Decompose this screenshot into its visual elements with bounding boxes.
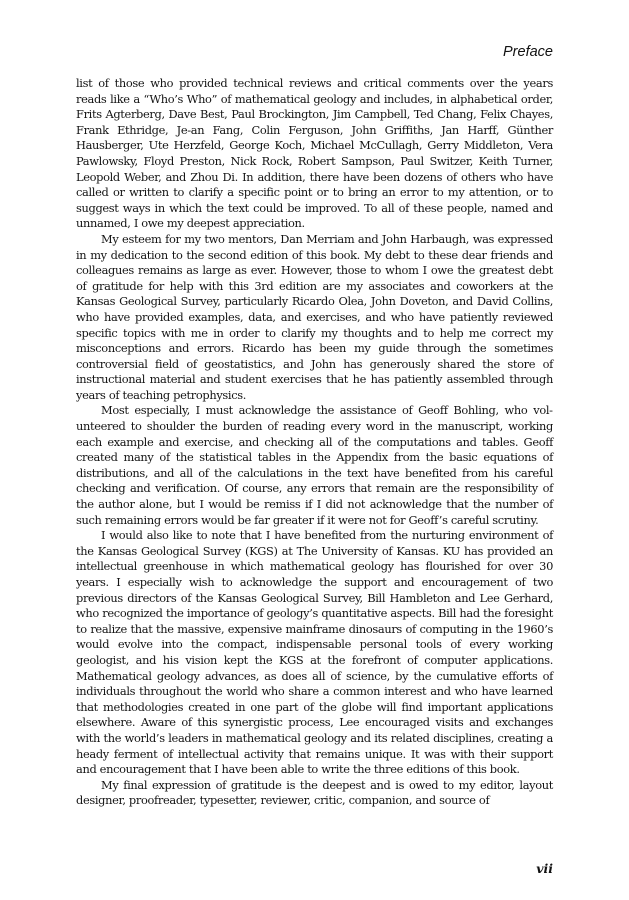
- paragraph-reviewers: list of those who provided technical reviews and critical comments over the years reads like a “Who’s Who” of mathematical geology and includes, in alphabetical order, Frits Agterberg, Dave Best, Paul Brockington, Jim Campbell, Ted Chang, Felix Chayes, Frank Ethridge, Je-an Fang, Colin Ferguson, John Griffiths, Jan Harff, Günther Hausberger, Ute Herzfeld, George Koch, Michael McCullagh, Gerry Middleton, Vera Pawlowsky, Floyd Preston, Nick Rock, Robert Sampson, Paul Switzer, Keith Turner, Leopold Weber, and Zhou Di. In addition, there have been dozens of others who have called or written to clarify a specific point or to bring an error to my attention, or to suggest ways in which the text could be improved. To all of these people, named and unnamed, I owe my deepest appreciation.: [76, 76, 553, 231]
- paragraph-mentors: My esteem for my two mentors, Dan Merriam and John Harbaugh, was expressed in my dedication to the second edition of this book. My debt to these dear friends and colleagues remains as large as ever. However, those to whom I owe the greatest debt of gratitude for help with this 3rd edition are my associates and coworkers at the Kansas Geological Survey, particularly Ricardo Olea, John Doveton, and David Collins, who have provided examples, data, and exercises, and who have patiently reviewed specific topics with me in order to clarify my thoughts and to help me correct my misconceptions and errors. Ricardo has been my guide through the sometimes controversial field of geostatistics, and John has generously shared the store of instructional material and student exercises that he has patiently assembled through years of teaching petrophysics.: [76, 231, 553, 402]
- body-text: [76, 76, 553, 809]
- paragraph-kgs: I would also like to note that I have benefited from the nurturing environment of the Kansas Geological Survey (KGS) at The University of Kansas. KU has provided an intellectual greenhouse in which mathematical geology has flourished for over 30 years. I especially wish to acknowledge the support and encouragement of two previous directors of the Kansas Geological Survey, Bill Hambleton and Lee Gerhard, who recognized the importance of geology’s quantitative aspects. Bill had the foresight to realize that the massive, expensive mainframe dinosaurs of computing in the 1960’s would evolve into the compact, indispensable personal tools of every working geologist, and his vision kept the KGS at the forefront of computer applications. Mathematical geology advances, as does all of science, by the cumulative efforts of individuals throughout the world who share a common interest and who have learned that methodologies created in one part of the globe will find important applications elsewhere. Aware of this synergistic process, Lee encouraged visits and exchanges with the world’s leaders in mathematical geology and its related disciplines, creating a heady ferment of intellectual activity that remains unique. It was with their support and encouragement that I have been able to write the three editions of this book.: [76, 528, 553, 777]
- running-head: Preface: [503, 44, 553, 60]
- paragraph-geoff-bohling: Most especially, I must acknowledge the assistance of Geoff Bohling, who volunteered to shoulder the burden of reading every word in the manuscript, working each example and exercise, and checking all of the computations and tables. Geoff created many of the statistical tables in the Appendix from the basic equations of distributions, and all of the calculations in the text have benefited from his careful checking and verification. Of course, any errors that remain are the responsibility of the author alone, but I would be remiss if I did not acknowledge that the number of such remaining errors would be far greater if it were not for Geoff’s careful scrutiny.: [76, 403, 553, 527]
- paragraph-final-gratitude: My final expression of gratitude is the deepest and is owed to my editor, layout designer, proofreader, typesetter, reviewer, critic, companion, and source of: [76, 777, 553, 808]
- page-number: vii: [536, 861, 553, 876]
